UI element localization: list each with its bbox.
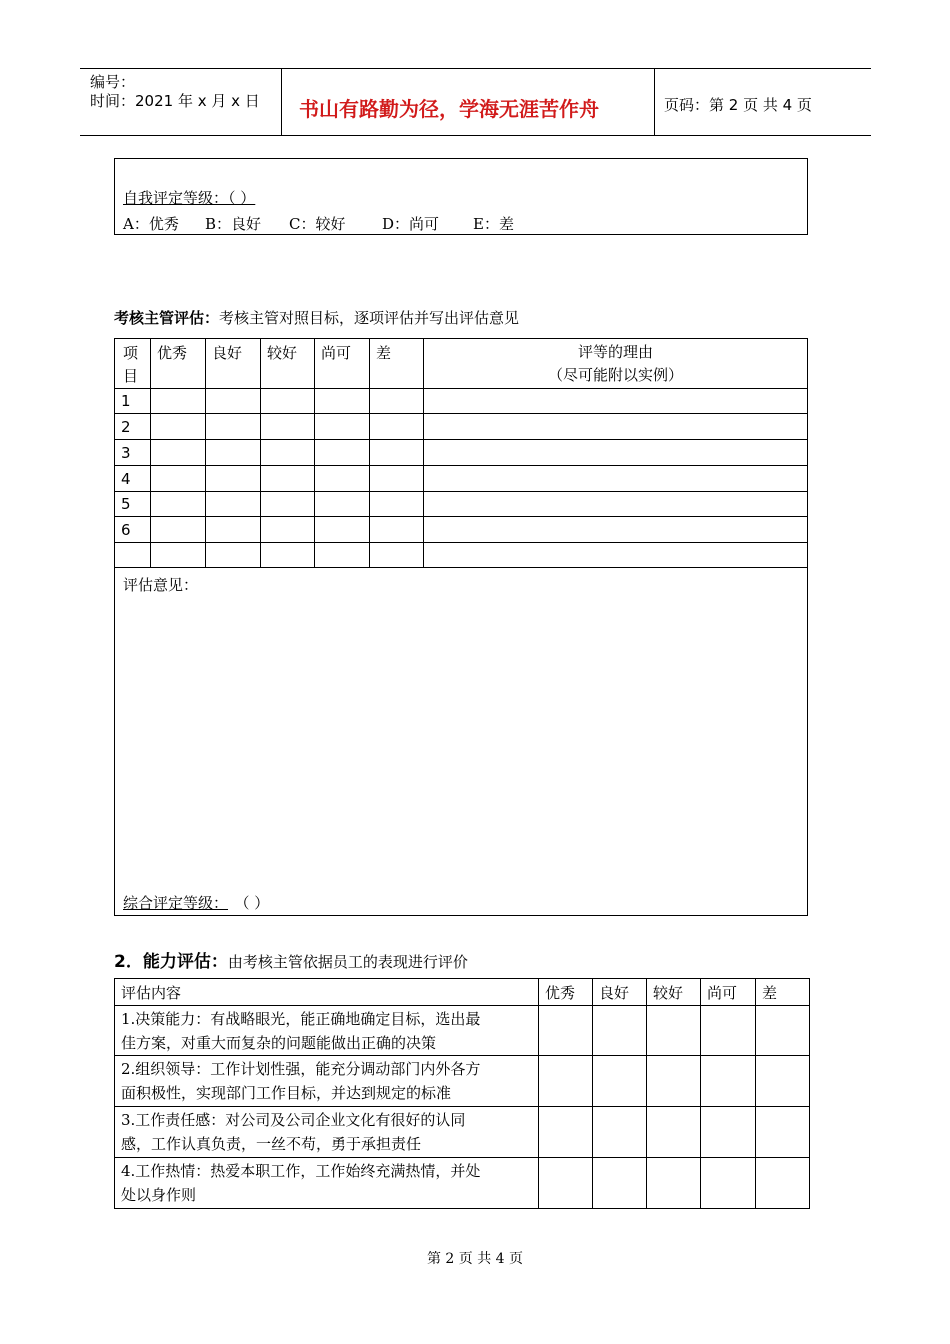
grade-cell[interactable] xyxy=(206,492,261,517)
grade-cell[interactable] xyxy=(539,1107,593,1158)
overall-grade-paren: （ ） xyxy=(242,894,270,912)
grade-cell[interactable] xyxy=(539,1158,593,1209)
grade-cell[interactable] xyxy=(315,517,370,543)
grade-cell[interactable] xyxy=(370,492,424,517)
column-header-item: 项目 xyxy=(115,339,151,389)
grade-cell[interactable] xyxy=(315,414,370,440)
document-date-label: 时间：2021 年 x 月 x 日 xyxy=(90,92,260,110)
reason-header-line1: 评等的理由 xyxy=(577,342,653,361)
grade-cell[interactable] xyxy=(315,440,370,466)
grade-cell[interactable] xyxy=(539,1056,593,1107)
grade-cell[interactable] xyxy=(315,492,370,517)
grade-cell[interactable] xyxy=(151,543,206,568)
reason-cell[interactable] xyxy=(424,492,808,517)
grade-cell[interactable] xyxy=(206,517,261,543)
row-number: 1 xyxy=(115,389,151,414)
grade-cell[interactable] xyxy=(647,1158,701,1209)
self-grade-label: 自我评定等级：（ ） xyxy=(123,189,256,207)
row-number: 5 xyxy=(115,492,151,517)
row-number: 2 xyxy=(115,414,151,440)
column-header-reason xyxy=(424,339,808,389)
row-number xyxy=(115,543,151,568)
grade-cell[interactable] xyxy=(593,1158,647,1209)
header-divider xyxy=(281,68,282,136)
grade-cell[interactable] xyxy=(151,414,206,440)
header-divider xyxy=(654,68,655,136)
reason-header-line2: （尽可能附以实例） xyxy=(547,365,683,384)
grade-cell[interactable] xyxy=(539,1006,593,1056)
table-row xyxy=(115,492,808,517)
grade-cell[interactable] xyxy=(756,1006,810,1056)
table-header-row xyxy=(115,339,808,389)
grade-cell[interactable] xyxy=(593,1107,647,1158)
table-row xyxy=(115,1107,810,1158)
column-header-poor: 差 xyxy=(370,339,424,389)
grade-cell[interactable] xyxy=(370,543,424,568)
grade-cell[interactable] xyxy=(370,466,424,492)
grade-cell[interactable] xyxy=(206,466,261,492)
ability-title-bold: 2．能力评估： xyxy=(114,952,228,972)
column-header-fair: 较好 xyxy=(647,979,701,1006)
ability-item-enthusiasm: 4.工作热情：热爱本职工作，工作始终充满热情，并处 处以身作则 xyxy=(115,1158,539,1209)
ability-item-leadership: 2.组织领导：工作计划性强，能充分调动部门内外各方 面积极性，实现部门工作目标，并达到规定的标准 xyxy=(115,1056,539,1107)
header-bottom-rule xyxy=(80,135,871,136)
grade-cell[interactable] xyxy=(370,389,424,414)
reason-cell[interactable] xyxy=(424,440,808,466)
table-row xyxy=(115,517,808,543)
header-top-rule xyxy=(80,68,871,69)
grade-cell[interactable] xyxy=(261,466,315,492)
supervisor-title-bold: 考核主管评估： xyxy=(114,309,220,327)
ability-item-decision: 1.决策能力：有战略眼光，能正确地确定目标，选出最 佳方案，对重大而复杂的问题能做出正确的决策 xyxy=(115,1006,539,1056)
grade-cell[interactable] xyxy=(206,389,261,414)
table-row xyxy=(115,466,808,492)
reason-cell[interactable] xyxy=(424,414,808,440)
grade-cell[interactable] xyxy=(315,389,370,414)
grade-cell[interactable] xyxy=(261,543,315,568)
reason-cell[interactable] xyxy=(424,543,808,568)
footer-page-number: 第 2 页 共 4 页 xyxy=(426,1251,524,1267)
table-row xyxy=(115,543,808,568)
ability-section-title xyxy=(114,947,468,972)
grade-cell[interactable] xyxy=(206,414,261,440)
grade-option-d: D：尚可 xyxy=(382,215,440,233)
grade-cell[interactable] xyxy=(151,466,206,492)
row-number: 4 xyxy=(115,466,151,492)
grade-cell[interactable] xyxy=(370,440,424,466)
grade-cell[interactable] xyxy=(756,1158,810,1209)
grade-option-e: E：差 xyxy=(473,215,514,233)
overall-grade-label: 综合评定等级： xyxy=(123,894,229,912)
grade-cell[interactable] xyxy=(151,517,206,543)
opinion-area[interactable] xyxy=(115,568,808,916)
row-number: 3 xyxy=(115,440,151,466)
grade-cell[interactable] xyxy=(756,1056,810,1107)
grade-cell[interactable] xyxy=(701,1006,756,1056)
grade-cell[interactable] xyxy=(315,466,370,492)
column-header-excellent: 优秀 xyxy=(151,339,206,389)
ability-evaluation-table xyxy=(114,978,810,1209)
table-row xyxy=(115,389,808,414)
column-header-passable: 尚可 xyxy=(701,979,756,1006)
supervisor-section-title xyxy=(114,307,519,328)
opinion-label: 评估意见： xyxy=(123,576,199,594)
grade-cell[interactable] xyxy=(261,492,315,517)
grade-cell[interactable] xyxy=(206,440,261,466)
grade-cell[interactable] xyxy=(647,1006,701,1056)
table-row xyxy=(115,440,808,466)
grade-cell[interactable] xyxy=(261,517,315,543)
opinion-row xyxy=(115,568,808,916)
ability-item-responsibility: 3.工作责任感：对公司及公司企业文化有很好的认同 感，工作认真负责，一丝不苟，勇于承担责任 xyxy=(115,1107,539,1158)
grade-cell[interactable] xyxy=(151,440,206,466)
table-header-row xyxy=(115,979,810,1006)
grade-cell[interactable] xyxy=(647,1107,701,1158)
grade-cell[interactable] xyxy=(593,1056,647,1107)
column-header-good: 良好 xyxy=(593,979,647,1006)
grade-cell[interactable] xyxy=(701,1056,756,1107)
row-number: 6 xyxy=(115,517,151,543)
grade-cell[interactable] xyxy=(756,1107,810,1158)
grade-cell[interactable] xyxy=(370,414,424,440)
grade-option-b: B：良好 xyxy=(205,215,262,233)
grade-cell[interactable] xyxy=(261,440,315,466)
table-row xyxy=(115,1056,810,1107)
column-header-excellent: 优秀 xyxy=(539,979,593,1006)
supervisor-title-text: 考核主管对照目标，逐项评估并写出评估意见 xyxy=(219,309,520,327)
grade-option-c: C：较好 xyxy=(289,215,346,233)
grade-cell[interactable] xyxy=(315,543,370,568)
header-page-label: 页码：第 2 页 共 4 页 xyxy=(664,96,812,114)
page-footer xyxy=(0,1248,950,1268)
reason-cell[interactable] xyxy=(424,466,808,492)
grade-cell[interactable] xyxy=(261,389,315,414)
ability-title-text: 由考核主管依据员工的表现进行评价 xyxy=(227,953,468,971)
table-row xyxy=(115,1006,810,1056)
reason-cell[interactable] xyxy=(424,517,808,543)
column-header-poor: 差 xyxy=(756,979,810,1006)
column-header-fair: 较好 xyxy=(261,339,315,389)
header-motto: 书山有路勤为径，学海无涯苦作舟 xyxy=(299,97,599,121)
column-header-content: 评估内容 xyxy=(115,979,539,1006)
grade-option-a: A：优秀 xyxy=(123,215,179,233)
grade-cell[interactable] xyxy=(151,389,206,414)
grade-cell[interactable] xyxy=(261,414,315,440)
self-evaluation-box xyxy=(114,158,808,235)
reason-cell[interactable] xyxy=(424,389,808,414)
grade-cell[interactable] xyxy=(701,1158,756,1209)
column-header-passable: 尚可 xyxy=(315,339,370,389)
table-row xyxy=(115,1158,810,1209)
grade-cell[interactable] xyxy=(701,1107,756,1158)
grade-cell[interactable] xyxy=(370,517,424,543)
grade-cell[interactable] xyxy=(151,492,206,517)
table-row xyxy=(115,414,808,440)
grade-cell[interactable] xyxy=(206,543,261,568)
column-header-good: 良好 xyxy=(206,339,261,389)
overall-grade xyxy=(123,892,269,913)
grade-cell[interactable] xyxy=(647,1056,701,1107)
grade-cell[interactable] xyxy=(593,1006,647,1056)
document-number-label: 编号： xyxy=(90,73,136,91)
supervisor-evaluation-table xyxy=(114,338,808,916)
